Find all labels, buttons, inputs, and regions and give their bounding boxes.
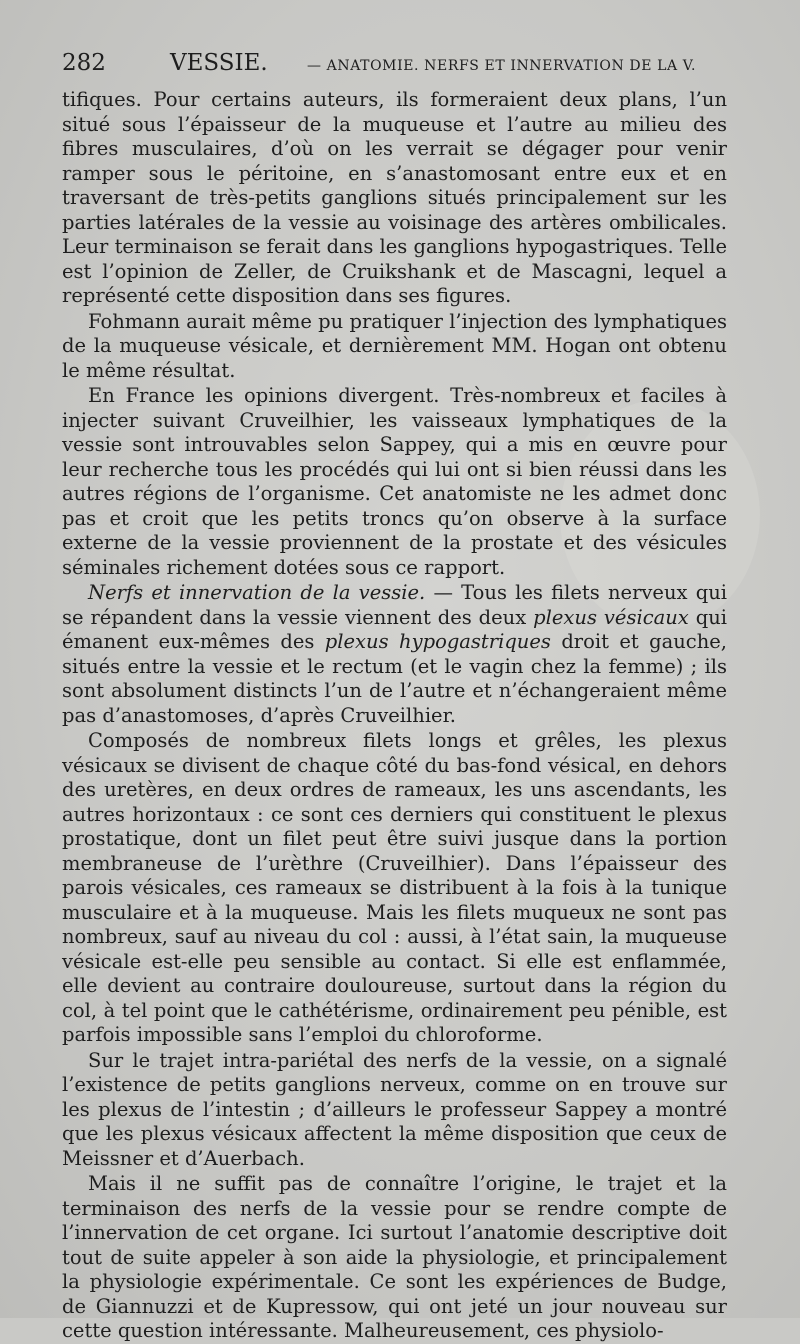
paragraph-trajet: Sur le trajet intra-pariétal des nerfs de la vessie, on a signalé l’existence de petits ganglions nerveux, comme on en trouve sur les plexus de l’intestin ; d’ailleurs le professeur Sappey a montré que les plexus vésicaux affectent la même disposition que ceux de Meissner et d’Auerbach. bbox=[62, 1048, 727, 1170]
text-span: qui émanent eux-mêmes des bbox=[62, 605, 727, 653]
text-span: droit et gauche, situés entre la vessie et le rectum (et le vagin chez la femme) ; ils sont absolument distincts l’un de l’autre et n’échangeraient même pas d’anastomoses, d’après Cruveilhier. bbox=[62, 630, 727, 727]
emphasis-plexus-hypogastriques: plexus hypogastriques bbox=[324, 630, 551, 653]
paragraph-france: En France les opinions divergent. Très-nombreux et faciles à injecter suivant Cruveilhier, les vaisseaux lymphatiques de la vessie sont introuvables selon Sappey, qui a mis en œuvre pour leur recherche tous les procédés qui lui ont si bien réussi dans les autres régions de l’organisme. Cet anatomiste ne les admet donc pas et croit que les petits troncs qu’on observe à la surface externe de la vessie proviennent de la prostate et des vésicules séminales richement dotées sous ce rapport. bbox=[62, 384, 727, 579]
paragraph-continuation: tifiques. Pour certains auteurs, ils formeraient deux plans, l’un situé sous l’épaisseur de la muqueuse et l’autre au milieu des fibres musculaires, d’où on les verrait se dégager pour venir ramper sous le péritoine, en s’anastomosant entre eux et en traversant de très-petits ganglions situés principalement sur les parties latérales de la vessie au voisinage des artères ombilicales. Leur terminaison se ferait dans les ganglions hypogastriques. Telle est l’opinion de Zeller, de Cruikshank et de Mascagni, lequel a représenté cette disposition dans ses figures. bbox=[62, 88, 727, 307]
paragraph-fohmann: Fohmann aurait même pu pratiquer l’injection des lymphatiques de la muqueuse vésicale, et dernièrement MM. Hogan ont obtenu le même résultat. bbox=[62, 309, 727, 382]
paragraph-mais: Mais il ne suffit pas de connaître l’origine, le trajet et la terminaison des nerfs de la vessie pour se rendre compte de l’innervation de cet organe. Ici surtout l’anatomie descriptive doit tout de suite appeler à son aide la physiologie, et principalement la physiologie expérimentale. Ce sont les expériences de Budge, de Giannuzzi et de Kupressow, qui ont jeté un jour nouveau sur cette question intéressante. Malheureusement, ces physiolo- bbox=[62, 1172, 727, 1342]
text-span: — Tous les filets nerveux qui se répandent dans la vessie viennent des deux bbox=[62, 581, 727, 629]
paragraph-composes: Composés de nombreux filets longs et grêles, les plexus vésicaux se divisent de chaque côté du bas-fond vésical, en dehors des uretères, en deux ordres de rameaux, les uns ascendants, les autres horizontaux : ce sont ces derniers qui constituent le plexus prostatique, dont un filet peut être suivi jusque dans la portion membraneuse de l’urèthre (Cruveilhier). Dans l’épaisseur des parois vésicales, ces rameaux se distribuent à la fois à la tunique musculaire et à la muqueuse. Mais les filets muqueux ne sont pas nombreux, sauf au niveau du col : aussi, à l’état sain, la muqueuse vésicale est-elle peu sensible au contact. Si elle est enflammée, elle devient au contraire douloureuse, surtout dans la région du col, à tel point que le cathétérisme, ordinairement peu pénible, est parfois impossible sans l’emploi du chloroforme. bbox=[62, 729, 727, 1046]
page-number: 282 bbox=[62, 50, 106, 76]
running-header bbox=[62, 50, 742, 84]
body-text bbox=[62, 88, 727, 1344]
paragraph-nerfs bbox=[62, 581, 727, 728]
emphasis-plexus-vesicaux: plexus vésicaux bbox=[533, 605, 689, 629]
running-title: VESSIE. bbox=[170, 50, 268, 76]
running-subtitle: — ANATOMIE. NERFS ET INNERVATION DE LA V. bbox=[307, 58, 697, 74]
section-heading: Nerfs et innervation de la vessie. bbox=[88, 581, 426, 604]
